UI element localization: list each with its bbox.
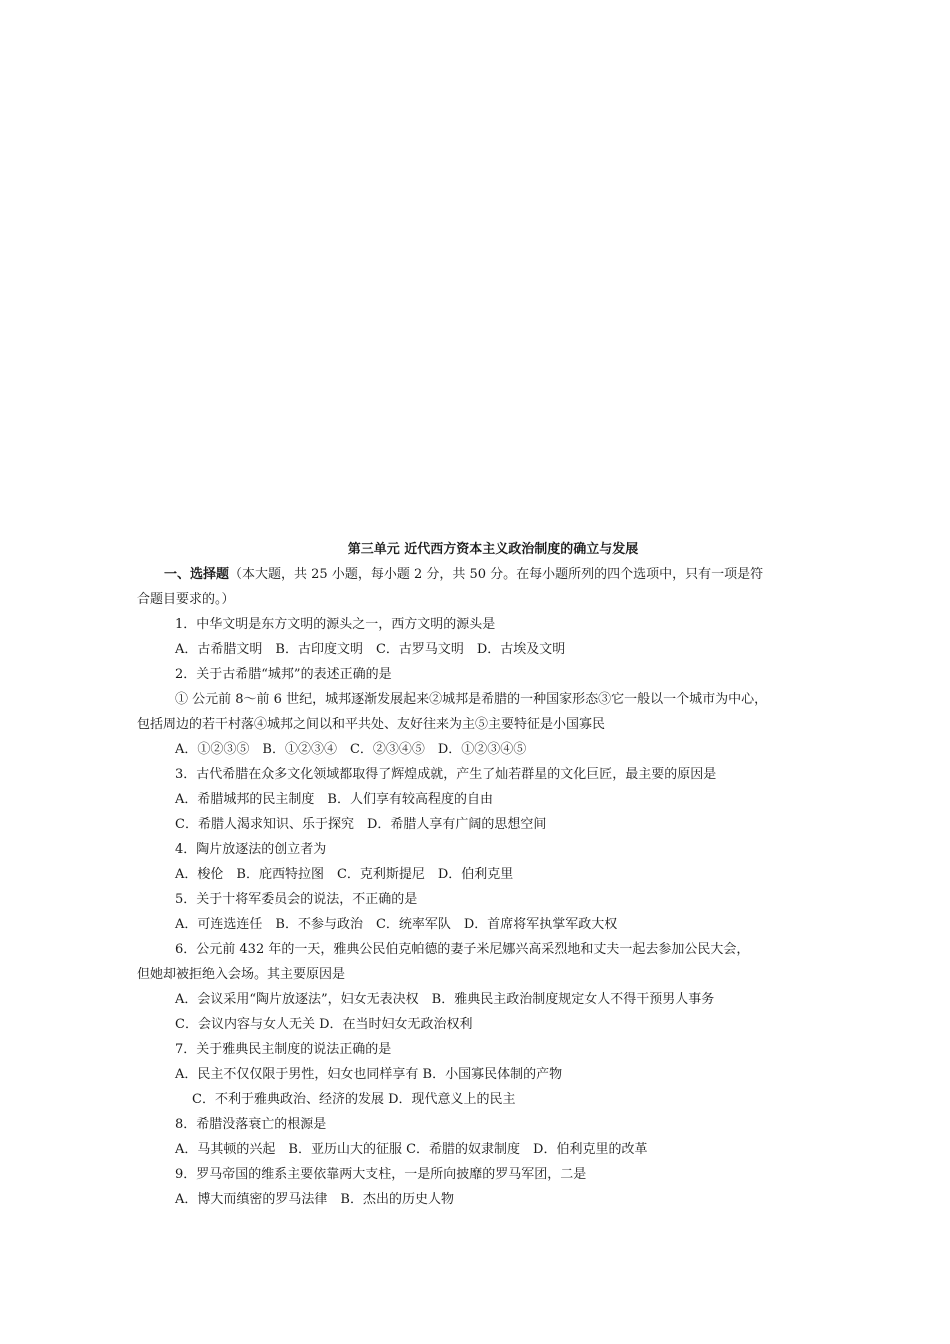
question-1-options: A．古希腊文明 B．古印度文明 C．古罗马文明 D．古埃及文明 [175,642,566,657]
page-title: 第三单元 近代西方资本主义政治制度的确立与发展 [347,542,639,557]
question-3: 3．古代希腊在众多文化领域都取得了辉煌成就，产生了灿若群星的文化巨匠，最主要的原因是 [175,767,717,782]
question-5-options: A．可连选连任 B．不参与政治 C．统率军队 D．首席将军执掌军政大权 [175,917,618,932]
question-8-options: A．马其顿的兴起 B．亚历山大的征服 C．希腊的奴隶制度 D．伯利克里的改革 [175,1142,648,1157]
question-4: 4．陶片放逐法的创立者为 [175,842,327,857]
question-2-options: A．①②③⑤ B．①②③④ C．②③④⑤ D．①②③④⑤ [175,742,527,757]
document-body [137,537,837,1212]
question-9-options: A．博大而缜密的罗马法律 B．杰出的历史人物 [175,1192,454,1207]
question-5: 5．关于十将军委员会的说法，不正确的是 [175,892,418,907]
section-description-cont: 合题目要求的。） [137,592,235,607]
question-8: 8．希腊没落衰亡的根源是 [175,1117,327,1132]
question-6-options-b: C．会议内容与女人无关 D．在当时妇女无政治权利 [175,1017,473,1032]
question-3-options-b: C．希腊人渴求知识、乐于探究 D．希腊人享有广阔的思想空间 [175,817,547,832]
question-2: 2．关于古希腊“城邦”的表述正确的是 [175,667,392,682]
question-7-options-a: A．民主不仅仅限于男性，妇女也同样享有 B．小国寡民体制的产物 [175,1067,563,1082]
question-2-statements-cont: 包括周边的若干村落④城邦之间以和平共处、友好往来为主⑤主要特征是小国寡民 [137,717,606,732]
question-4-options: A．梭伦 B．庇西特拉图 C．克利斯提尼 D．伯利克里 [175,867,514,882]
question-3-options-a: A．希腊城邦的民主制度 B．人们享有较高程度的自由 [175,792,493,807]
question-7-options-b: C．不利于雅典政治、经济的发展 D．现代意义上的民主 [192,1092,516,1107]
question-2-statements: ① 公元前 8～前 6 世纪，城邦逐渐发展起来②城邦是希腊的一种国家形态③它一般以一个城市为中心， [175,692,768,707]
section-description: （本大题，共 25 小题，每小题 2 分，共 50 分。在每小题所列的四个选项中，只有一项是符 [229,567,764,582]
question-6: 6．公元前 432 年的一天，雅典公民伯克帕德的妻子米尼娜兴高采烈地和丈夫一起去参加公民大会， [175,942,750,957]
question-7: 7．关于雅典民主制度的说法正确的是 [175,1042,392,1057]
question-1: 1．中华文明是东方文明的源头之一，西方文明的源头是 [175,617,496,632]
question-9: 9．罗马帝国的维系主要依靠两大支柱，一是所向披靡的罗马军团，二是 [175,1167,587,1182]
question-6-options-a: A．会议采用“陶片放逐法”，妇女无表决权 B．雅典民主政治制度规定女人不得干预男人事务 [175,992,715,1007]
section-intro [137,562,837,587]
section-heading: 一、选择题 [164,567,230,582]
question-6-cont: 但她却被拒绝入会场。其主要原因是 [137,967,346,982]
